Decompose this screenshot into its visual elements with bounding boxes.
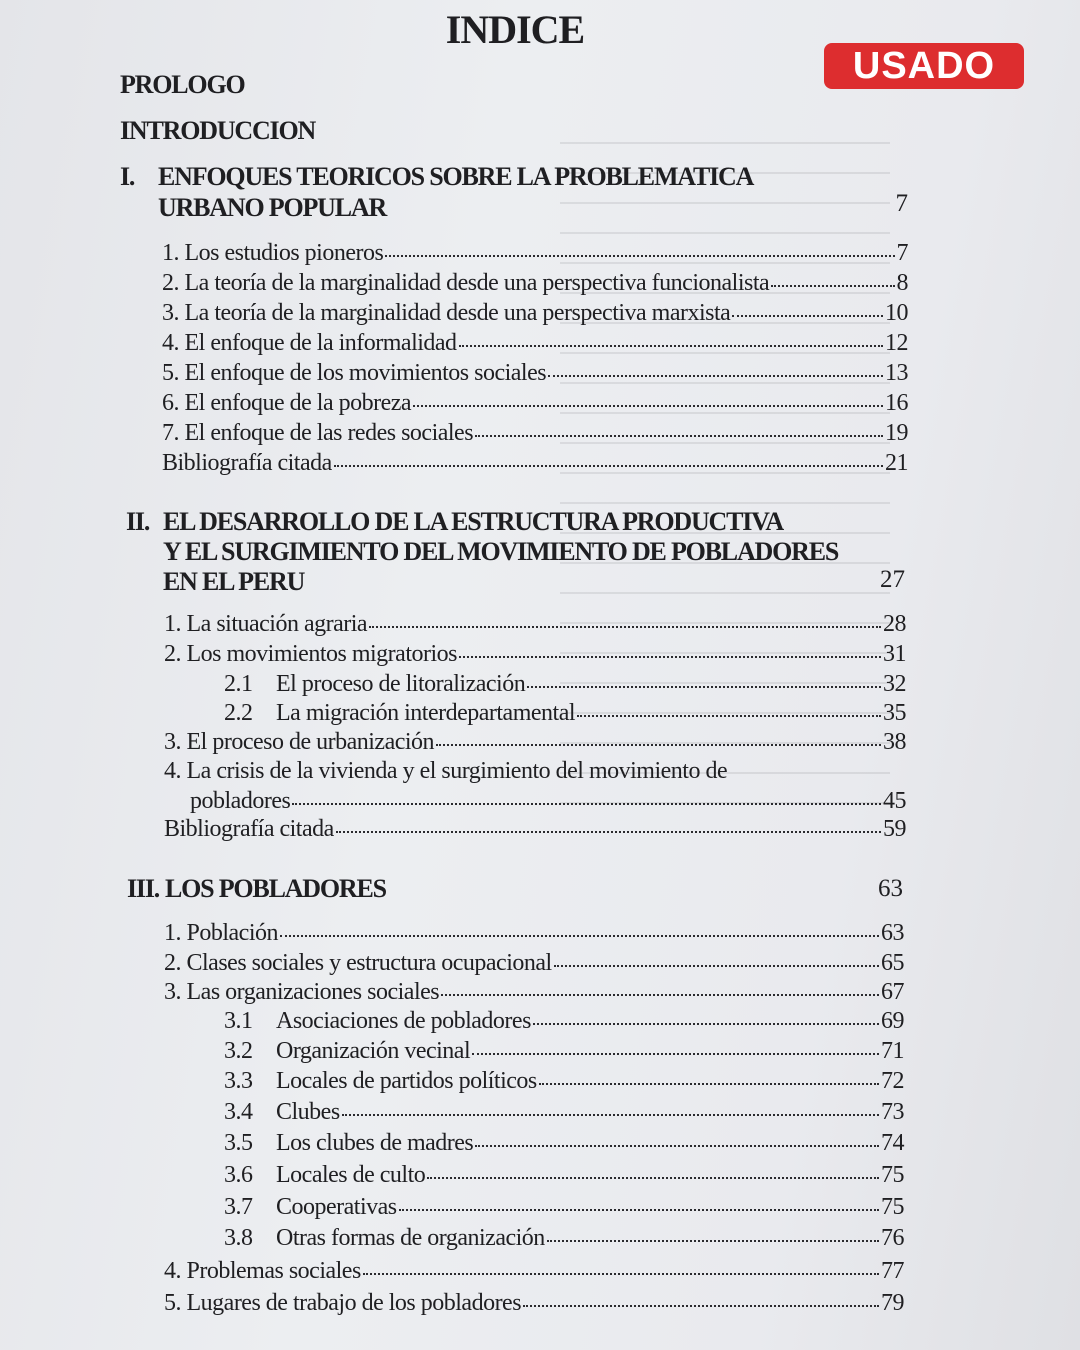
dot-leader	[369, 625, 881, 628]
toc-entry-page: 73	[881, 1099, 904, 1125]
section-2-title-line-2: Y EL SURGIMIENTO DEL MOVIMIENTO DE POBLADORES	[163, 537, 839, 566]
toc-subentry-number: 2.1	[224, 671, 253, 697]
toc-entry-label: 3. La teoría de la marginalidad desde una perspectiva marxista	[162, 300, 731, 326]
toc-entry-label: Bibliografía citada	[164, 816, 334, 842]
dot-leader	[399, 1208, 879, 1211]
toc-entry	[162, 300, 908, 327]
toc-subentry-number: 3.3	[224, 1068, 253, 1094]
toc-entry-page: 32	[883, 671, 906, 697]
toc-entry	[164, 641, 906, 668]
toc-entry-label: 3. Las organizaciones sociales	[164, 979, 440, 1005]
toc-subentry-text: Otras formas de organización	[276, 1225, 545, 1251]
dot-leader	[527, 685, 881, 688]
toc-entry	[164, 920, 904, 947]
page-title: INDICE	[445, 7, 585, 52]
toc-subentry-text: Locales de culto	[276, 1162, 426, 1188]
toc-entry-label	[224, 1225, 545, 1252]
dot-leader	[441, 993, 879, 996]
toc-entry	[164, 950, 904, 977]
section-3-page: 63	[878, 875, 903, 902]
dot-leader	[385, 254, 894, 257]
toc-entry-page: 72	[881, 1068, 904, 1094]
toc-entry	[162, 240, 908, 267]
dot-leader	[539, 1082, 879, 1085]
dot-leader	[732, 314, 883, 317]
section-2-page: 27	[880, 566, 905, 593]
dot-leader	[292, 802, 881, 805]
section-2-roman: II.	[126, 507, 150, 536]
toc-entry-page: 8	[896, 270, 908, 296]
toc-entry	[162, 360, 908, 387]
toc-entry-page: 63	[881, 920, 904, 946]
toc-entry-label	[224, 1068, 537, 1095]
toc-entry-line	[164, 758, 727, 785]
toc-entry-page: 79	[881, 1290, 904, 1316]
toc-subentry	[224, 1008, 904, 1035]
toc-entry-label	[224, 700, 575, 727]
toc-entry-page: 19	[885, 420, 908, 446]
toc-subentry-text: Locales de partidos políticos	[276, 1068, 537, 1094]
toc-entry-page: 35	[883, 700, 906, 726]
dot-leader	[475, 1144, 879, 1147]
toc-subentry-text: Los clubes de madres	[276, 1130, 474, 1156]
dot-leader	[427, 1176, 879, 1179]
toc-entry-label: 1. Los estudios pioneros	[162, 240, 384, 266]
toc-subentry-number: 3.5	[224, 1130, 253, 1156]
used-badge: USADO	[824, 43, 1024, 89]
toc-entry-label	[224, 1099, 340, 1126]
toc-entry	[162, 390, 908, 417]
toc-subentry	[224, 1068, 904, 1095]
dot-leader	[523, 1304, 879, 1307]
toc-entry	[162, 270, 908, 297]
dot-leader	[771, 284, 894, 287]
toc-entry-label: 6. El enfoque de la pobreza	[162, 390, 412, 416]
toc-entry-page: 77	[881, 1258, 904, 1284]
toc-subentry	[224, 700, 906, 727]
section-2-title-line-3: EN EL PERU	[163, 567, 305, 596]
toc-entry	[164, 1258, 904, 1285]
toc-entry-page: 71	[881, 1038, 904, 1064]
toc-entry-label: 2. Clases sociales y estructura ocupacional	[164, 950, 552, 976]
toc-subentry-number: 3.6	[224, 1162, 253, 1188]
dot-leader	[342, 1113, 879, 1116]
toc-entry-label: 2. Los movimientos migratorios	[164, 641, 457, 667]
toc-entry-label	[224, 1162, 425, 1189]
dot-leader	[363, 1272, 879, 1275]
toc-entry-label: 5. Lugares de trabajo de los pobladores	[164, 1290, 522, 1316]
section-3-roman: III.	[127, 874, 160, 903]
section-1-title-line-2: URBANO POPULAR	[158, 193, 387, 222]
toc-entry-page: 76	[881, 1225, 904, 1251]
toc-entry-page: 59	[883, 816, 906, 842]
toc-subentry	[224, 1130, 904, 1157]
dot-leader	[475, 434, 883, 437]
toc-entry	[164, 979, 904, 1006]
toc-entry-label: 4. Problemas sociales	[164, 1258, 361, 1284]
toc-subentry	[224, 671, 906, 698]
section-2-title-line-1: EL DESARROLLO DE LA ESTRUCTURA PRODUCTIVA	[163, 507, 783, 536]
toc-entry-page: 69	[881, 1008, 904, 1034]
toc-entry	[162, 330, 908, 357]
dot-leader	[336, 830, 881, 833]
dot-leader	[459, 344, 883, 347]
toc-entry-page: 12	[885, 330, 908, 356]
toc-entry-page: 75	[881, 1162, 904, 1188]
toc-entry	[164, 611, 906, 638]
toc-entry-page: 21	[885, 450, 908, 476]
toc-entry-page: 38	[883, 729, 906, 755]
toc-entry-label: 4. El enfoque de la informalidad	[162, 330, 457, 356]
dot-leader	[554, 964, 879, 967]
toc-entry-page: 28	[883, 611, 906, 637]
toc-subentry	[224, 1038, 904, 1065]
toc-subentry-text: Cooperativas	[276, 1194, 397, 1220]
dot-leader	[533, 1022, 879, 1025]
toc-entry-page: 75	[881, 1194, 904, 1220]
section-1-page: 7	[895, 190, 908, 217]
toc-subentry	[224, 1099, 904, 1126]
toc-entry-label: 1. Población	[164, 920, 278, 946]
toc-entry-label	[224, 1194, 397, 1221]
toc-entry	[164, 1290, 904, 1317]
toc-entry-page: 45	[883, 788, 906, 814]
toc-entry-page: 16	[885, 390, 908, 416]
toc-subentry-number: 3.4	[224, 1099, 253, 1125]
toc-entry-label	[224, 1038, 470, 1065]
toc-entry-label: 4. La crisis de la vivienda y el surgimiento del movimiento de	[164, 758, 728, 784]
toc-entry-page: 67	[881, 979, 904, 1005]
toc-entry-page: 31	[883, 641, 906, 667]
toc-entry-label: 5. El enfoque de los movimientos sociales	[162, 360, 547, 386]
dot-leader	[547, 1239, 879, 1242]
toc-entry-continuation	[190, 788, 906, 815]
toc-subentry-number: 3.7	[224, 1194, 253, 1220]
toc-entry-label-cont: pobladores	[190, 788, 291, 814]
dot-leader	[548, 374, 883, 377]
dot-leader	[334, 464, 883, 467]
toc-entry-label	[224, 1008, 531, 1035]
toc-entry-page: 74	[881, 1130, 904, 1156]
toc-entry-label: 2. La teoría de la marginalidad desde una perspectiva funcionalista	[162, 270, 770, 296]
toc-entry-page: 65	[881, 950, 904, 976]
toc-entry-page: 10	[885, 300, 908, 326]
toc-entry-label: 3. El proceso de urbanización	[164, 729, 435, 755]
toc-entry	[164, 729, 906, 756]
heading-prologo: PROLOGO	[120, 70, 245, 99]
toc-subentry-text: Organización vecinal	[276, 1038, 471, 1064]
dot-leader	[472, 1052, 879, 1055]
dot-leader	[459, 655, 881, 658]
toc-subentry-text: Asociaciones de pobladores	[276, 1008, 531, 1034]
section-1-roman: I.	[120, 162, 135, 191]
toc-subentry-number: 2.2	[224, 700, 253, 726]
toc-subentry-text: La migración interdepartamental	[276, 700, 576, 726]
toc-subentry-text: El proceso de litoralización	[276, 671, 526, 697]
toc-entry-label	[224, 1130, 473, 1157]
toc-subentry-number: 3.1	[224, 1008, 253, 1034]
toc-entry-page: 13	[885, 360, 908, 386]
section-1-title-line-1: ENFOQUES TEORICOS SOBRE LA PROBLEMATICA	[158, 162, 754, 191]
toc-subentry-number: 3.8	[224, 1225, 253, 1251]
toc-entry	[162, 420, 908, 447]
dot-leader	[413, 404, 883, 407]
toc-subentry	[224, 1225, 904, 1252]
toc-entry-page: 7	[896, 240, 908, 266]
toc-entry	[164, 816, 906, 843]
toc-subentry	[224, 1194, 904, 1221]
toc-entry-label	[224, 671, 525, 698]
dot-leader	[436, 743, 881, 746]
dot-leader	[577, 714, 881, 717]
heading-introduccion: INTRODUCCION	[120, 116, 316, 145]
toc-entry-label: 1. La situación agraria	[164, 611, 368, 637]
toc-subentry	[224, 1162, 904, 1189]
dot-leader	[280, 934, 879, 937]
toc-subentry-text: Clubes	[276, 1099, 340, 1125]
section-3-title: LOS POBLADORES	[165, 874, 386, 903]
toc-entry-label: 7. El enfoque de las redes sociales	[162, 420, 474, 446]
toc-entry	[162, 450, 908, 477]
toc-entry-label: Bibliografía citada	[162, 450, 332, 476]
toc-subentry-number: 3.2	[224, 1038, 253, 1064]
